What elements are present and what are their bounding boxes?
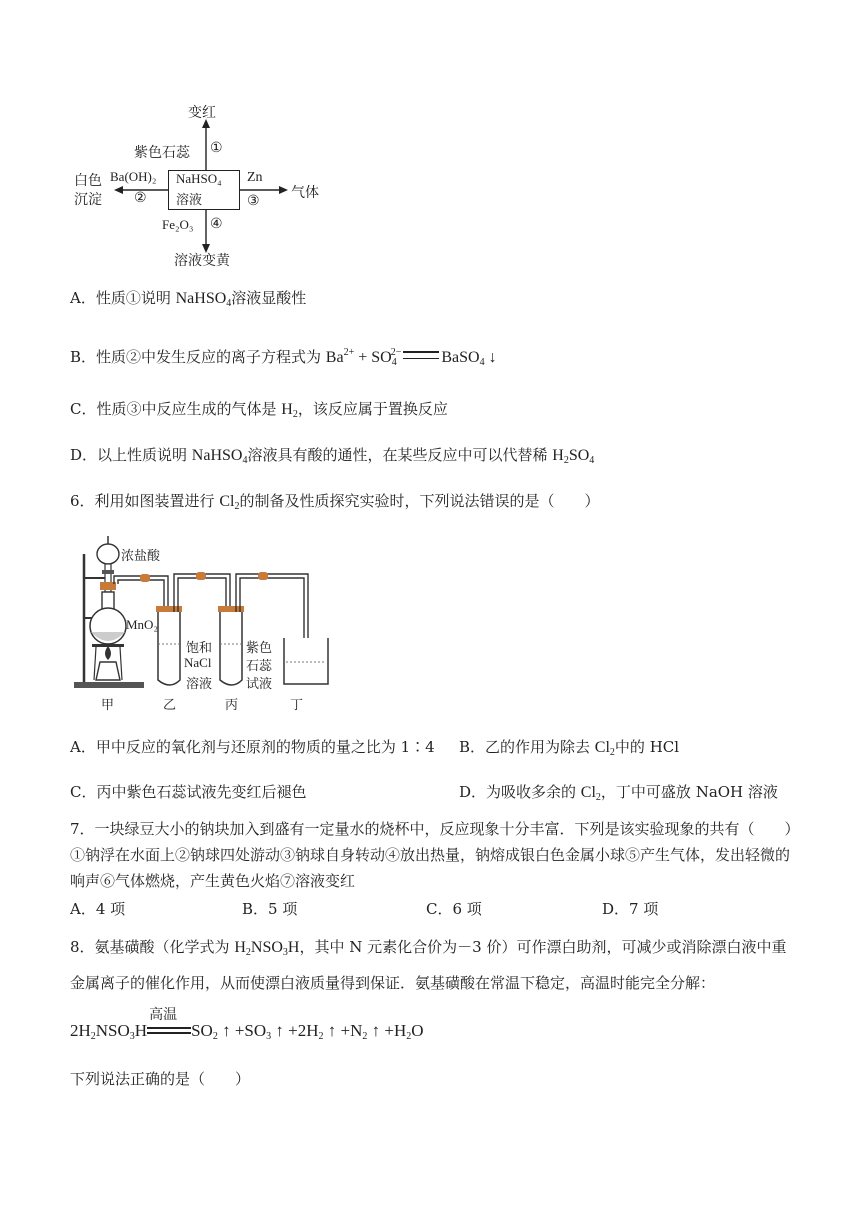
apparatus-name-1: 甲 <box>101 698 115 713</box>
q7-option-d: D．7 项 <box>602 900 659 918</box>
funnel-label: 浓盐酸 <box>121 549 161 564</box>
apparatus-name-4: 丁 <box>290 698 304 713</box>
left-number: ② <box>134 190 147 206</box>
tube3-label-3: 试液 <box>246 677 273 692</box>
bottom-result: 溶液变黄 <box>174 253 230 269</box>
top-result: 变红 <box>188 105 216 121</box>
tube2-label-3: 溶液 <box>186 677 213 692</box>
q7-line2: ①钠浮在水面上②钠球四处游动③钠球自身转动④放出热量，钠熔成银白色金属小球⑤产生气体，发出轻微的 <box>70 846 791 864</box>
q7-option-c: C．6 项 <box>426 900 482 918</box>
flask-label: MnO₂ <box>126 617 158 632</box>
q8-line2: 金属离子的催化作用，从而使漂白液质量得到保证．氨基磺酸在常温下稳定，高温时能完全分解： <box>70 974 716 992</box>
top-number: ① <box>210 140 223 156</box>
q7-option-b: B．5 项 <box>242 900 298 918</box>
top-reagent: 紫色石蕊 <box>134 145 190 161</box>
left-result-1: 白色 <box>74 173 102 189</box>
bottom-number: ④ <box>210 216 223 232</box>
tube2-label-1: 饱和 <box>186 641 213 656</box>
apparatus-name-2: 乙 <box>163 698 177 713</box>
apparatus-drawing <box>72 534 352 694</box>
right-number: ③ <box>247 193 260 209</box>
tube3-label-1: 紫色 <box>246 641 273 656</box>
center-formula: NaHSO₄ <box>176 171 222 186</box>
q5-option-c: C．性质③中反应生成的气体是 $H_2$，该反应属于置换反应 <box>70 400 448 420</box>
condition-equals: 高温 <box>147 1012 191 1042</box>
q7-line3: 响声⑥气体燃烧，产生黄色火焰⑦溶液变红 <box>70 872 356 890</box>
q8-question: 下列说法正确的是（ ） <box>70 1070 251 1088</box>
right-reagent: Zn <box>247 170 263 185</box>
right-result: 气体 <box>291 185 319 201</box>
tube2-label-2: NaCl <box>184 655 212 670</box>
apparatus-name-3: 丙 <box>225 698 239 713</box>
center-solution: 溶液 <box>176 193 203 208</box>
bottom-reagent: Fe₂O₃ <box>162 217 194 232</box>
q6-stem: 6．利用如图装置进行 $Cl_2$的制备及性质探究实验时，下列说法错误的是（ ） <box>70 492 600 512</box>
q5-option-a: A．性质①说明 NaHSO$_4$溶液显酸性 <box>70 289 307 309</box>
tube3-label-2: 石蕊 <box>246 659 273 674</box>
q8-equation: $2H_2NSO_3H$ 高温 $SO_2$ ↑ $+SO_3$ ↑ $+2H_2$ ↑ $+N_2$ ↑ $+H_2O$ <box>70 1007 424 1042</box>
q5-option-b: B．性质②中发生反应的离子方程式为 $Ba^{2+} + SO_4^{2-}$ BaSO$_4$ ↓ <box>70 347 497 368</box>
equals-sign <box>403 351 439 359</box>
q7-option-a: A．4 项 <box>70 900 126 918</box>
left-reagent: Ba(OH)₂ <box>110 169 157 184</box>
q8-line1: 8．氨基磺酸（化学式为 $H_2NSO_3H$，其中 N 元素化合价为－3 价）可作漂白助剂，可减少或消除漂白液中重 <box>70 938 787 958</box>
q6-option-c: C．丙中紫色石蕊试液先变红后褪色 <box>70 783 307 801</box>
left-result-2: 沉淀 <box>74 192 102 208</box>
q6-option-b: B．乙的作用为除去 $Cl_2$中的 HCl <box>459 738 680 758</box>
q5-option-d: D．以上性质说明 NaHSO$_4$溶液具有酸的通性，在某些反应中可以代替稀 $H_2SO_4$ <box>70 446 595 466</box>
q6-option-d: D．为吸收多余的 $Cl_2$，丁中可盛放 NaOH 溶液 <box>459 783 778 803</box>
q7-stem: 7．一块绿豆大小的钠块加入到盛有一定量水的烧杯中，反应现象十分丰富．下列是该实验现象的共有（ ） <box>70 820 800 838</box>
q6-option-a: A．甲中反应的氧化剂与还原剂的物质的量之比为 1∶4 <box>70 738 435 756</box>
